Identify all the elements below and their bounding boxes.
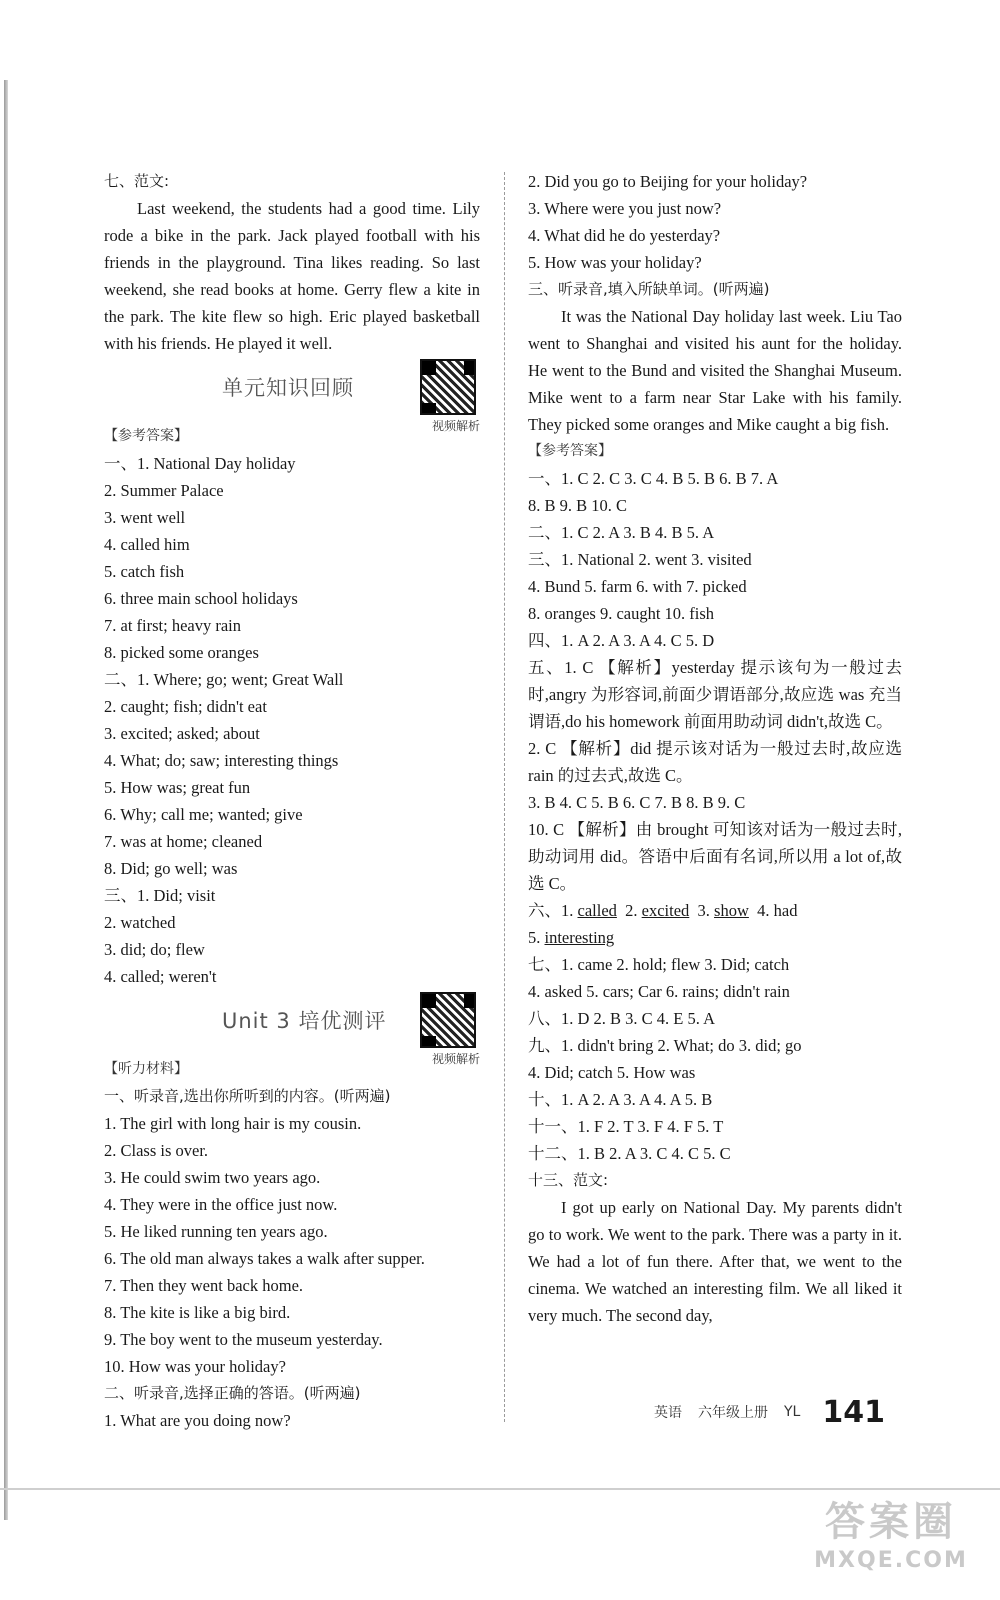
list-item: 5. How was; great fun <box>104 778 251 797</box>
list-item: 2. Did you go to Beijing for your holiday? <box>528 172 808 191</box>
list-item: 3. Where were you just now? <box>528 199 722 218</box>
explanation-5-10: 10. C 【解析】由 brought 可知该对话为一般过去时,助动词用 did。答语中后面有名词,所以用 a lot of,故选 C。 <box>528 820 902 893</box>
list-item: 7. was at home; cleaned <box>104 832 263 851</box>
page-spine-shadow <box>4 80 8 1520</box>
list-item: 4. They were in the office just now. <box>104 1195 338 1214</box>
list-item: 十二、1. B 2. A 3. C 4. C 5. C <box>528 1144 731 1163</box>
explanation-5-1: 五、1. C 【解析】yesterday 提示该句为一般过去时,angry 为形容词,前面少谓语部分,故应选 was 充当谓语,do his homework 前面用助动词 didn't,故选 C。 <box>528 658 902 731</box>
list-item: 一、1. C 2. C 3. C 4. B 5. B 6. B 7. A <box>528 469 779 488</box>
review-section-title: 单元知识回顾 <box>222 376 354 400</box>
six-answer-1: called <box>577 901 617 920</box>
list-item: 8. Did; go well; was <box>104 859 238 878</box>
explanation-5-2: 2. C 【解析】did 提示该对话为一般过去时,故应选 rain 的过去式,故选 C。 <box>528 739 902 785</box>
essay-paragraph: Last weekend, the students had a good time. Lily rode a bike in the park. Jack played football with his friends in the playground. Tina likes reading. So last weekend, she read books at home. Gerry flew a kite in the park. The kite flew so high. Eric played basketball with his friends. He played it well. <box>104 199 480 353</box>
part1-list <box>104 1110 480 1380</box>
list-item: 4. Bund 5. farm 6. with 7. picked <box>528 577 747 596</box>
bottom-rule <box>0 1488 1000 1490</box>
video-analysis-label: 视频解析 <box>431 1052 480 1066</box>
list-item: 八、1. D 2. B 3. C 4. E 5. A <box>528 1009 716 1028</box>
list-item: 5. He liked running ten years ago. <box>104 1222 328 1241</box>
watermark-line-2: MXQE.COM <box>814 1548 968 1573</box>
list-item: 二、1. Where; go; went; Great Wall <box>104 670 344 689</box>
site-watermark <box>796 1496 986 1592</box>
part1-heading: 一、听录音,选出你所听到的内容。(听两遍) <box>104 1087 391 1105</box>
column-divider <box>504 172 506 1422</box>
list-item: 3. B 4. C 5. B 6. C 7. B 8. B 9. C <box>528 793 746 812</box>
six-answer-2: excited <box>641 901 690 920</box>
list-item: 6. three main school holidays <box>104 589 298 608</box>
list-item: 10. How was your holiday? <box>104 1357 286 1376</box>
six-no-3: 3. <box>697 901 710 920</box>
test-section-title: Unit 3 培优测评 <box>222 1009 387 1033</box>
list-item: 4. called; weren't <box>104 967 217 986</box>
listening-material-tag: 【听力材料】 <box>104 1061 188 1077</box>
list-item: 三、1. Did; visit <box>104 886 216 905</box>
reference-answers-tag: 【参考答案】 <box>528 443 612 459</box>
list-item: 四、1. A 2. A 3. A 4. C 5. D <box>528 631 715 650</box>
essay-heading: 十三、范文: <box>528 1171 609 1189</box>
answer-row-six <box>528 897 902 924</box>
list-item: 9. The boy went to the museum yesterday. <box>104 1330 383 1349</box>
list-item: 十一、1. F 2. T 3. F 4. F 5. T <box>528 1117 724 1136</box>
list-item: 九、1. didn't bring 2. What; do 3. did; go <box>528 1036 802 1055</box>
six-no-2: 2. <box>625 901 638 920</box>
part3-heading: 三、听录音,填入所缺单词。(听两遍) <box>528 280 770 298</box>
part3-passage: It was the National Day holiday last week. Liu Tao went to Shanghai and visited his aunt for the holiday. He went to the Bund and visited the Shanghai Museum. Mike went to a farm near Star Lake with his family. They picked some oranges and Mike caught a big fish. <box>528 307 902 434</box>
review-section-header <box>104 359 480 433</box>
list-item: 2. watched <box>104 913 176 932</box>
list-item: 1. The girl with long hair is my cousin. <box>104 1114 362 1133</box>
list-item: 8. B 9. B 10. C <box>528 496 628 515</box>
answer-list <box>528 465 902 654</box>
list-item: 4. Did; catch 5. How was <box>528 1063 696 1082</box>
right-column <box>528 168 902 1329</box>
list-item: 1. What are you doing now? <box>104 1411 291 1430</box>
watermark-line-1: 答案圈 <box>825 1499 957 1545</box>
essay-paragraph: I got up early on National Day. My parents didn't go to work. We went to the park. There was a party in it. We had a lot of fun there. After that, we went to the cinema. We watched an interesting film. We all liked it very much. The second day, <box>528 1198 902 1325</box>
list-item: 七、1. came 2. hold; flew 3. Did; catch <box>528 955 790 974</box>
list-item: 4. What did he do yesterday? <box>528 226 721 245</box>
qr-code-icon[interactable] <box>420 359 476 415</box>
left-column <box>104 168 480 1434</box>
list-item: 8. oranges 9. caught 10. fish <box>528 604 715 623</box>
page-footer <box>654 1392 904 1432</box>
test-section-header <box>104 992 480 1066</box>
essay-heading: 七、范文: <box>104 172 170 190</box>
list-item: 3. went well <box>104 508 186 527</box>
six-answer-4: 4. had <box>757 901 798 920</box>
footer-subject: 英语 <box>654 1405 682 1421</box>
answer-list-more <box>528 951 902 1167</box>
list-item: 7. at first; heavy rain <box>104 616 241 635</box>
part2-heading: 二、听录音,选择正确的答语。(听两遍) <box>104 1384 361 1402</box>
review-answer-list <box>104 450 480 990</box>
list-item: 8. picked some oranges <box>104 643 259 662</box>
page-number: 141 <box>822 1394 885 1430</box>
list-item: 4. asked 5. cars; Car 6. rains; didn't rain <box>528 982 790 1001</box>
list-item: 4. called him <box>104 535 190 554</box>
list-item: 8. The kite is like a big bird. <box>104 1303 291 1322</box>
list-item: 5. How was your holiday? <box>528 253 702 272</box>
list-item: 6. Why; call me; wanted; give <box>104 805 303 824</box>
answer-row-six-5 <box>528 924 902 951</box>
list-item: 6. The old man always takes a walk after supper. <box>104 1249 425 1268</box>
list-item: 一、1. National Day holiday <box>104 454 296 473</box>
list-item: 7. Then they went back home. <box>104 1276 304 1295</box>
list-item: 3. He could swim two years ago. <box>104 1168 321 1187</box>
list-item: 4. What; do; saw; interesting things <box>104 751 339 770</box>
footer-edition: YL <box>784 1404 801 1420</box>
list-item: 3. excited; asked; about <box>104 724 260 743</box>
six-no-5: 5. <box>528 928 541 947</box>
footer-grade: 六年级上册 <box>698 1405 768 1421</box>
six-prefix: 六、1. <box>528 901 574 920</box>
reference-answers-tag: 【参考答案】 <box>104 428 188 444</box>
six-answer-3: show <box>714 901 749 920</box>
list-item: 2. Class is over. <box>104 1141 209 1160</box>
list-item: 三、1. National 2. went 3. visited <box>528 550 752 569</box>
list-item: 2. caught; fish; didn't eat <box>104 697 267 716</box>
qr-code-icon[interactable] <box>420 992 476 1048</box>
list-item: 2. Summer Palace <box>104 481 224 500</box>
list-item: 十、1. A 2. A 3. A 4. A 5. B <box>528 1090 713 1109</box>
list-item: 5. catch fish <box>104 562 185 581</box>
list-item: 二、1. C 2. A 3. B 4. B 5. A <box>528 523 715 542</box>
video-analysis-label: 视频解析 <box>431 419 480 433</box>
list-item: 3. did; do; flew <box>104 940 205 959</box>
six-answer-5: interesting <box>544 928 615 947</box>
